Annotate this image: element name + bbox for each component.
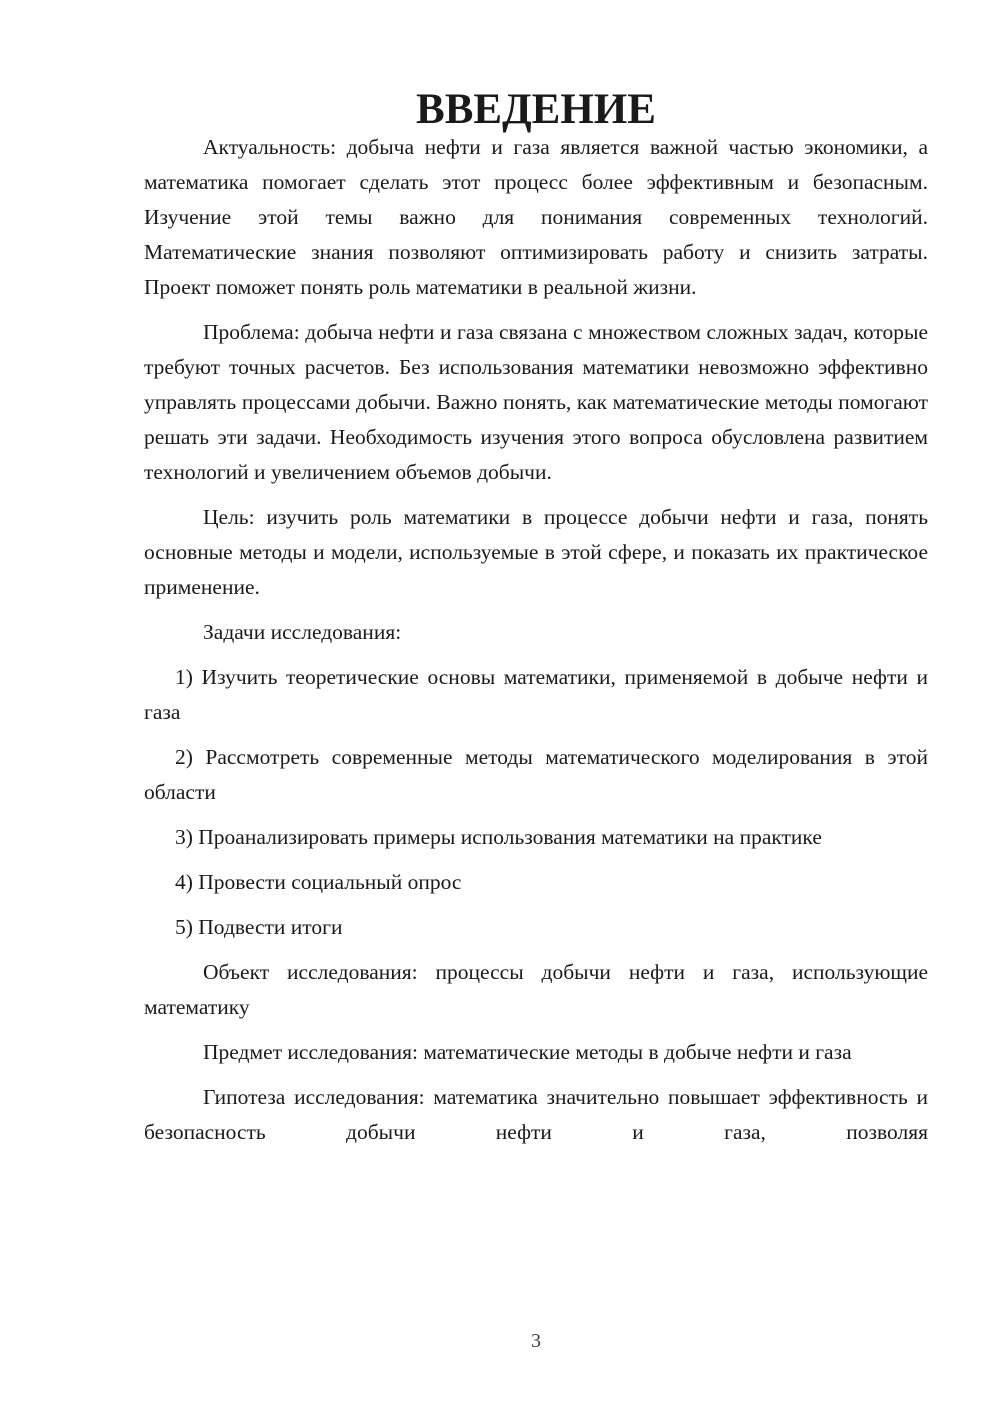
task-item: 3) Проанализировать примеры использования математики на практике <box>175 825 822 849</box>
subject-paragraph: Предмет исследования: математические методы в добыче нефти и газа <box>203 1040 852 1064</box>
goal-paragraph: Цель: изучить роль математики в процессе добычи нефти и газа, понять основные методы и модели, используемые в этой сфере, и показать их практическое применение. <box>144 505 928 599</box>
task-item: 2) Рассмотреть современные методы математического моделирования в этой области <box>144 745 928 804</box>
page-content <box>144 86 928 1160</box>
relevance-paragraph: Актуальность: добыча нефти и газа является важной частью экономики, а математика помогает сделать этот процесс более эффективным и безопасным. Изучение этой темы важно для понимания современных технологий. Математические знания позволяют оптимизировать работу и снизить затраты. Проект поможет понять роль математики в реальной жизни. <box>144 135 928 299</box>
task-item: 5) Подвести итоги <box>175 915 343 939</box>
task-item: 1) Изучить теоретические основы математики, применяемой в добыче нефти и газа <box>144 665 928 724</box>
tasks-heading: Задачи исследования: <box>203 620 402 644</box>
page-number: 3 <box>531 1330 541 1352</box>
task-item: 4) Провести социальный опрос <box>175 870 462 894</box>
page-title: ВВЕДЕНИЕ <box>416 86 656 133</box>
object-paragraph: Объект исследования: процессы добычи нефти и газа, использующие математику <box>144 960 928 1019</box>
hypothesis-paragraph: Гипотеза исследования: математика значительно повышает эффективность и безопасность добычи нефти и газа, позволяя <box>144 1085 928 1144</box>
problem-paragraph: Проблема: добыча нефти и газа связана с множеством сложных задач, которые требуют точных расчетов. Без использования математики невозможно эффективно управлять процессами добычи. Важно понять, как математические методы помогают решать эти задачи. Необходимость изучения этого вопроса обусловлена развитием технологий и увеличением объемов добычи. <box>144 320 928 484</box>
